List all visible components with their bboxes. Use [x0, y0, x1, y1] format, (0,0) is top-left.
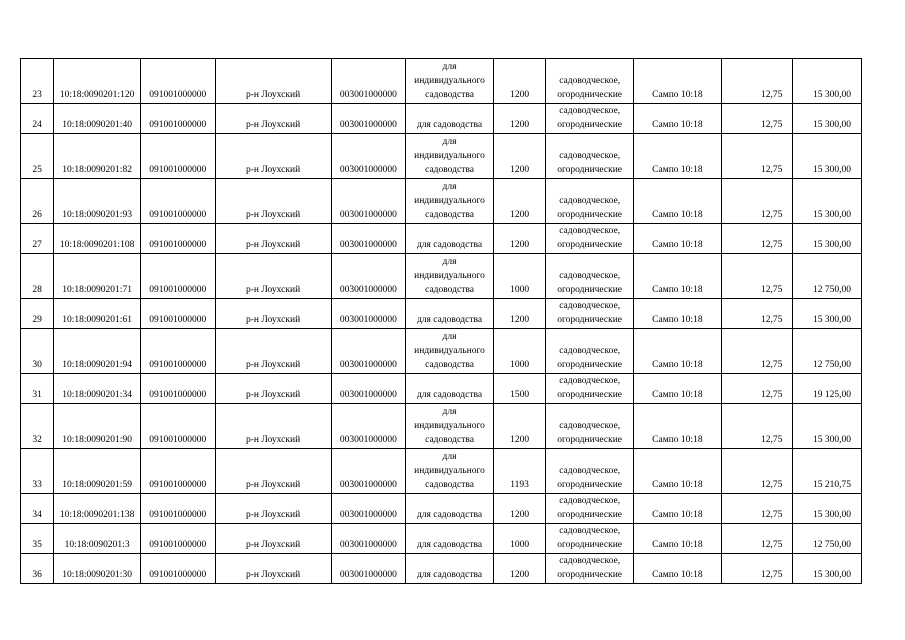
land-category-cell [546, 404, 634, 449]
land-category-line: садоводческое, [559, 76, 621, 86]
table-row [21, 524, 862, 554]
row-number-cell: 28 [21, 254, 54, 299]
permitted-use-cell [406, 104, 494, 134]
land-category-line: садоводческое, [559, 301, 621, 311]
land-category-line: огороднические [557, 120, 623, 130]
row-number-cell: 23 [21, 59, 54, 104]
specific-value-cell: 12,75 [721, 179, 793, 224]
row-number-cell: 26 [21, 179, 54, 224]
permitted-use-cell [406, 299, 494, 329]
permitted-use-cell [406, 494, 494, 524]
row-number-cell: 25 [21, 134, 54, 179]
land-category-line: огороднические [557, 285, 623, 295]
permitted-use-line: индивидуального [414, 271, 485, 281]
land-category-line: садоводческое, [559, 556, 621, 566]
table-row [21, 104, 862, 134]
row-number-cell: 36 [21, 554, 54, 584]
district-cell: р-н Лоухский [215, 374, 331, 404]
oktmo-code-cell: 003001000000 [331, 59, 406, 104]
cadastral-number-cell: 10:18:0090201:34 [54, 374, 141, 404]
cadastral-value-cell: 15 300,00 [793, 299, 862, 329]
permitted-use-line: для [442, 182, 457, 192]
permitted-use-line: для садоводства [416, 390, 483, 400]
cadastral-value-cell: 12 750,00 [793, 329, 862, 374]
cadastral-number-cell: 10:18:0090201:90 [54, 404, 141, 449]
area-cell: 1200 [493, 104, 545, 134]
cadastral-number-cell: 10:18:0090201:30 [54, 554, 141, 584]
land-category-line: огороднические [557, 360, 623, 370]
cadastral-number-cell: 10:18:0090201:3 [54, 524, 141, 554]
oktmo-code-cell: 003001000000 [331, 554, 406, 584]
permitted-use-line: для [442, 137, 457, 147]
table-row [21, 329, 862, 374]
district-cell: р-н Лоухский [215, 449, 331, 494]
okato-code-cell: 091001000000 [140, 134, 215, 179]
land-category-line: садоводческое, [559, 466, 621, 476]
area-cell: 1200 [493, 494, 545, 524]
land-category-line: огороднические [557, 540, 623, 550]
permitted-use-cell [406, 134, 494, 179]
cadastral-number-cell: 10:18:0090201:82 [54, 134, 141, 179]
cadastral-number-cell: 10:18:0090201:138 [54, 494, 141, 524]
cadastral-number-cell: 10:18:0090201:40 [54, 104, 141, 134]
permitted-use-cell [406, 179, 494, 224]
okato-code-cell: 091001000000 [140, 524, 215, 554]
cadastral-value-cell: 15 300,00 [793, 134, 862, 179]
area-cell: 1000 [493, 329, 545, 374]
district-cell: р-н Лоухский [215, 299, 331, 329]
district-cell: р-н Лоухский [215, 224, 331, 254]
cadastral-zone-cell: Сампо 10:18 [634, 254, 722, 299]
specific-value-cell: 12,75 [721, 374, 793, 404]
permitted-use-cell [406, 224, 494, 254]
area-cell: 1200 [493, 554, 545, 584]
cadastral-value-cell: 12 750,00 [793, 254, 862, 299]
permitted-use-line: для [442, 332, 457, 342]
oktmo-code-cell: 003001000000 [331, 329, 406, 374]
permitted-use-line: садоводства [425, 435, 474, 445]
specific-value-cell: 12,75 [721, 299, 793, 329]
permitted-use-line: для [442, 257, 457, 267]
cadastral-number-cell: 10:18:0090201:108 [54, 224, 141, 254]
permitted-use-line: для [442, 452, 457, 462]
oktmo-code-cell: 003001000000 [331, 449, 406, 494]
land-category-line: садоводческое, [559, 226, 621, 236]
land-category-line: садоводческое, [559, 421, 621, 431]
district-cell: р-н Лоухский [215, 254, 331, 299]
permitted-use-line: для садоводства [416, 315, 483, 325]
cadastral-number-cell: 10:18:0090201:61 [54, 299, 141, 329]
district-cell: р-н Лоухский [215, 134, 331, 179]
cadastral-number-cell: 10:18:0090201:71 [54, 254, 141, 299]
area-cell: 1193 [493, 449, 545, 494]
row-number-cell: 30 [21, 329, 54, 374]
specific-value-cell: 12,75 [721, 524, 793, 554]
okato-code-cell: 091001000000 [140, 104, 215, 134]
oktmo-code-cell: 003001000000 [331, 104, 406, 134]
area-cell: 1200 [493, 224, 545, 254]
table-row [21, 494, 862, 524]
cadastral-value-cell: 15 300,00 [793, 104, 862, 134]
permitted-use-line: индивидуального [414, 196, 485, 206]
cadastral-zone-cell: Сампо 10:18 [634, 299, 722, 329]
land-plot-table [20, 58, 862, 584]
land-category-line: огороднические [557, 210, 623, 220]
specific-value-cell: 12,75 [721, 494, 793, 524]
cadastral-number-cell: 10:18:0090201:120 [54, 59, 141, 104]
table-row [21, 179, 862, 224]
permitted-use-line: садоводства [425, 90, 474, 100]
permitted-use-line: садоводства [425, 480, 474, 490]
specific-value-cell: 12,75 [721, 224, 793, 254]
oktmo-code-cell: 003001000000 [331, 524, 406, 554]
cadastral-zone-cell: Сампо 10:18 [634, 179, 722, 224]
permitted-use-cell [406, 254, 494, 299]
permitted-use-line: для садоводства [416, 540, 483, 550]
table-row [21, 554, 862, 584]
cadastral-value-cell: 15 300,00 [793, 494, 862, 524]
table-row [21, 404, 862, 449]
land-category-cell [546, 329, 634, 374]
cadastral-zone-cell: Сампо 10:18 [634, 374, 722, 404]
land-category-cell [546, 449, 634, 494]
cadastral-value-cell: 15 300,00 [793, 59, 862, 104]
oktmo-code-cell: 003001000000 [331, 254, 406, 299]
table-row [21, 254, 862, 299]
land-category-line: садоводческое, [559, 526, 621, 536]
district-cell: р-н Лоухский [215, 59, 331, 104]
specific-value-cell: 12,75 [721, 134, 793, 179]
land-category-cell [546, 134, 634, 179]
oktmo-code-cell: 003001000000 [331, 494, 406, 524]
land-category-cell [546, 254, 634, 299]
cadastral-value-cell: 12 750,00 [793, 524, 862, 554]
cadastral-zone-cell: Сампо 10:18 [634, 554, 722, 584]
area-cell: 1200 [493, 299, 545, 329]
row-number-cell: 32 [21, 404, 54, 449]
land-category-line: садоводческое, [559, 376, 621, 386]
table-body [21, 59, 862, 584]
row-number-cell: 35 [21, 524, 54, 554]
cadastral-value-cell: 15 300,00 [793, 179, 862, 224]
cadastral-zone-cell: Сампо 10:18 [634, 59, 722, 104]
row-number-cell: 33 [21, 449, 54, 494]
cadastral-zone-cell: Сампо 10:18 [634, 404, 722, 449]
permitted-use-line: индивидуального [414, 466, 485, 476]
oktmo-code-cell: 003001000000 [331, 179, 406, 224]
permitted-use-cell [406, 524, 494, 554]
table-row [21, 449, 862, 494]
cadastral-zone-cell: Сампо 10:18 [634, 329, 722, 374]
specific-value-cell: 12,75 [721, 554, 793, 584]
permitted-use-line: для садоводства [416, 570, 483, 580]
permitted-use-line: садоводства [425, 360, 474, 370]
area-cell: 1500 [493, 374, 545, 404]
permitted-use-line: для садоводства [416, 510, 483, 520]
cadastral-zone-cell: Сампо 10:18 [634, 449, 722, 494]
cadastral-zone-cell: Сампо 10:18 [634, 104, 722, 134]
permitted-use-line: садоводства [425, 210, 474, 220]
cadastral-zone-cell: Сампо 10:18 [634, 134, 722, 179]
specific-value-cell: 12,75 [721, 449, 793, 494]
land-category-line: огороднические [557, 570, 623, 580]
table-row [21, 299, 862, 329]
cadastral-number-cell: 10:18:0090201:94 [54, 329, 141, 374]
okato-code-cell: 091001000000 [140, 224, 215, 254]
row-number-cell: 31 [21, 374, 54, 404]
land-category-line: садоводческое, [559, 271, 621, 281]
specific-value-cell: 12,75 [721, 59, 793, 104]
district-cell: р-н Лоухский [215, 554, 331, 584]
land-category-cell [546, 524, 634, 554]
permitted-use-line: для [442, 62, 457, 72]
land-category-line: садоводческое, [559, 346, 621, 356]
land-category-line: садоводческое, [559, 151, 621, 161]
okato-code-cell: 091001000000 [140, 329, 215, 374]
specific-value-cell: 12,75 [721, 254, 793, 299]
land-category-cell [546, 179, 634, 224]
area-cell: 1200 [493, 179, 545, 224]
specific-value-cell: 12,75 [721, 104, 793, 134]
row-number-cell: 24 [21, 104, 54, 134]
permitted-use-line: индивидуального [414, 151, 485, 161]
permitted-use-line: для садоводства [416, 240, 483, 250]
land-category-line: огороднические [557, 390, 623, 400]
cadastral-value-cell: 15 300,00 [793, 554, 862, 584]
cadastral-value-cell: 15 210,75 [793, 449, 862, 494]
cadastral-value-cell: 15 300,00 [793, 224, 862, 254]
okato-code-cell: 091001000000 [140, 374, 215, 404]
land-category-line: огороднические [557, 315, 623, 325]
permitted-use-line: индивидуального [414, 76, 485, 86]
district-cell: р-н Лоухский [215, 404, 331, 449]
cadastral-number-cell: 10:18:0090201:93 [54, 179, 141, 224]
permitted-use-cell [406, 554, 494, 584]
row-number-cell: 27 [21, 224, 54, 254]
specific-value-cell: 12,75 [721, 404, 793, 449]
oktmo-code-cell: 003001000000 [331, 404, 406, 449]
cadastral-zone-cell: Сампо 10:18 [634, 524, 722, 554]
okato-code-cell: 091001000000 [140, 494, 215, 524]
okato-code-cell: 091001000000 [140, 299, 215, 329]
table-row [21, 59, 862, 104]
row-number-cell: 34 [21, 494, 54, 524]
okato-code-cell: 091001000000 [140, 179, 215, 224]
land-category-line: садоводческое, [559, 196, 621, 206]
permitted-use-line: садоводства [425, 165, 474, 175]
district-cell: р-н Лоухский [215, 524, 331, 554]
oktmo-code-cell: 003001000000 [331, 224, 406, 254]
cadastral-zone-cell: Сампо 10:18 [634, 224, 722, 254]
area-cell: 1000 [493, 254, 545, 299]
land-category-line: огороднические [557, 435, 623, 445]
table-row [21, 374, 862, 404]
land-category-line: огороднические [557, 165, 623, 175]
permitted-use-line: для садоводства [416, 120, 483, 130]
land-category-line: огороднические [557, 480, 623, 490]
land-category-line: садоводческое, [559, 106, 621, 116]
okato-code-cell: 091001000000 [140, 554, 215, 584]
okato-code-cell: 091001000000 [140, 254, 215, 299]
oktmo-code-cell: 003001000000 [331, 374, 406, 404]
area-cell: 1000 [493, 524, 545, 554]
table-row [21, 134, 862, 179]
oktmo-code-cell: 003001000000 [331, 299, 406, 329]
table-row [21, 224, 862, 254]
land-category-cell [546, 224, 634, 254]
permitted-use-line: индивидуального [414, 421, 485, 431]
area-cell: 1200 [493, 404, 545, 449]
okato-code-cell: 091001000000 [140, 404, 215, 449]
permitted-use-line: для [442, 407, 457, 417]
land-category-line: огороднические [557, 240, 623, 250]
permitted-use-cell [406, 449, 494, 494]
land-category-cell [546, 494, 634, 524]
okato-code-cell: 091001000000 [140, 449, 215, 494]
district-cell: р-н Лоухский [215, 494, 331, 524]
specific-value-cell: 12,75 [721, 329, 793, 374]
permitted-use-cell [406, 59, 494, 104]
row-number-cell: 29 [21, 299, 54, 329]
okato-code-cell: 091001000000 [140, 59, 215, 104]
permitted-use-cell [406, 329, 494, 374]
area-cell: 1200 [493, 134, 545, 179]
cadastral-value-cell: 15 300,00 [793, 404, 862, 449]
district-cell: р-н Лоухский [215, 104, 331, 134]
cadastral-value-cell: 19 125,00 [793, 374, 862, 404]
land-category-cell [546, 554, 634, 584]
area-cell: 1200 [493, 59, 545, 104]
oktmo-code-cell: 003001000000 [331, 134, 406, 179]
cadastral-zone-cell: Сампо 10:18 [634, 494, 722, 524]
land-category-line: садоводческое, [559, 496, 621, 506]
land-category-cell [546, 299, 634, 329]
permitted-use-cell [406, 404, 494, 449]
land-category-line: огороднические [557, 90, 623, 100]
land-category-cell [546, 374, 634, 404]
land-category-line: огороднические [557, 510, 623, 520]
district-cell: р-н Лоухский [215, 329, 331, 374]
permitted-use-line: индивидуального [414, 346, 485, 356]
land-category-cell [546, 59, 634, 104]
district-cell: р-н Лоухский [215, 179, 331, 224]
land-category-cell [546, 104, 634, 134]
cadastral-number-cell: 10:18:0090201:59 [54, 449, 141, 494]
permitted-use-cell [406, 374, 494, 404]
permitted-use-line: садоводства [425, 285, 474, 295]
